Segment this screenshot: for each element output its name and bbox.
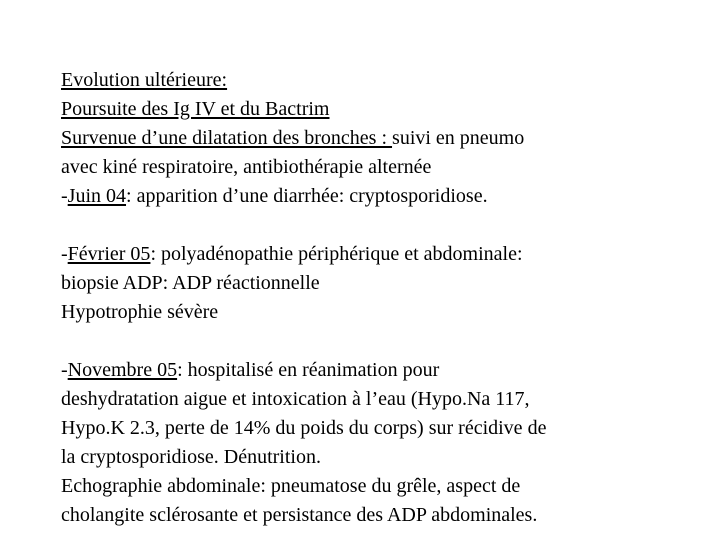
novembre-date: Novembre 05 [67, 359, 178, 381]
novembre-line-6-text: cholangite sclérosante et persistance des ADP abdominales. [61, 504, 538, 526]
evolution-heading-line [61, 66, 661, 95]
novembre-line-2 [61, 385, 661, 414]
paragraph-gap [61, 211, 661, 240]
novembre-text: : hospitalisé en réanimation pour [177, 359, 440, 381]
novembre-line-3-text: Hypo.K 2.3, perte de 14% du poids du corps) sur récidive de [61, 417, 547, 439]
evolution-heading: Evolution ultérieure: [61, 69, 228, 91]
ddb-rest-text: suivi en pneumo [392, 127, 525, 149]
paragraph-gap [61, 327, 661, 356]
novembre-line-4 [61, 443, 661, 472]
novembre-line-6 [61, 501, 661, 530]
ddb-lead-text: Survenue d’une dilatation des bronches : [61, 127, 393, 149]
juin-text: : apparition d’une diarrhée: cryptosporidiose. [126, 185, 488, 207]
fevrier-line-2-text: biopsie ADP: ADP réactionnelle [61, 272, 320, 294]
novembre-line-5-text: Echographie abdominale: pneumatose du grêle, aspect de [61, 475, 521, 497]
bactrim-line [61, 95, 661, 124]
bactrim-text: Poursuite des Ig IV et du Bactrim [61, 98, 330, 120]
novembre-dash: - [61, 359, 68, 381]
novembre-line-3 [61, 414, 661, 443]
fevrier-line-2 [61, 269, 661, 298]
novembre-line-2-text: deshydratation aigue et intoxication à l’eau (Hypo.Na 117, [61, 388, 530, 410]
novembre-line-4-text: la cryptosporidiose. Dénutrition. [61, 446, 321, 468]
juin-dash: - [61, 185, 68, 207]
novembre-line [61, 356, 661, 385]
fevrier-line-3-text: Hypotrophie sévère [61, 301, 219, 323]
ddb-line-2-text: avec kiné respiratoire, antibiothérapie alternée [61, 156, 432, 178]
ddb-line [61, 124, 661, 153]
ddb-line-2 [61, 153, 661, 182]
slide-body-text [61, 66, 661, 530]
juin-line [61, 182, 661, 211]
juin-date: Juin 04 [67, 185, 127, 207]
fevrier-date: Février 05 [67, 243, 151, 265]
fevrier-line-3 [61, 298, 661, 327]
novembre-line-5 [61, 472, 661, 501]
fevrier-text: : polyadénopathie périphérique et abdominale: [150, 243, 523, 265]
fevrier-dash: - [61, 243, 68, 265]
fevrier-line [61, 240, 661, 269]
